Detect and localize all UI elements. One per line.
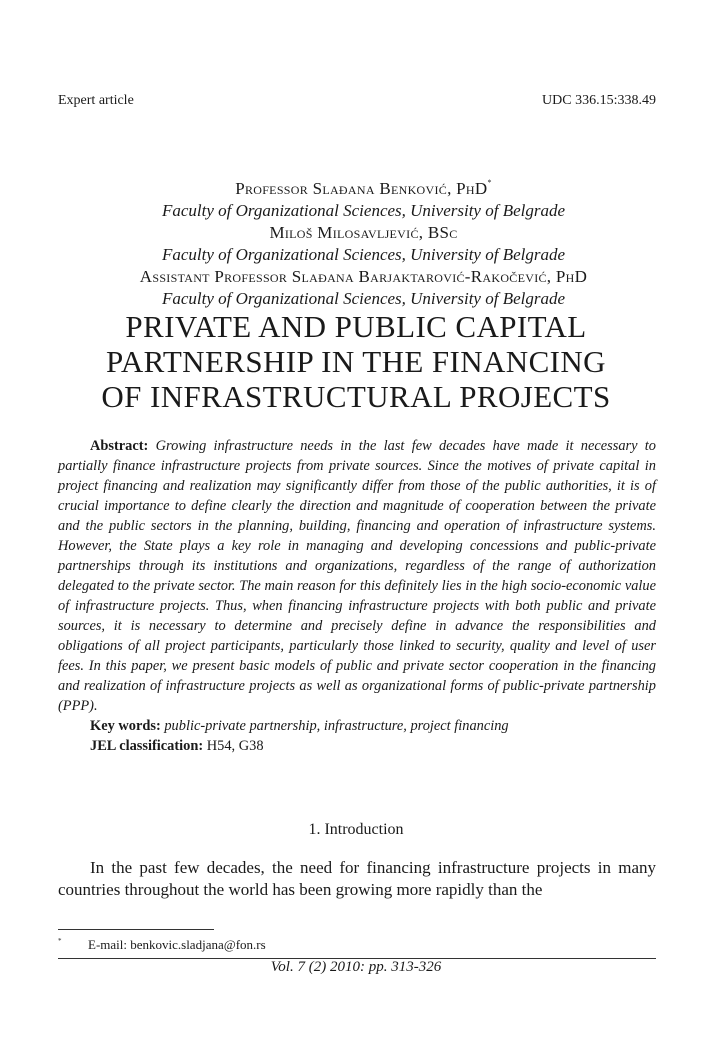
footnote-mark: * [58, 937, 62, 945]
running-header [58, 93, 656, 109]
abstract-block [58, 436, 656, 756]
abstract-label: Abstract: [90, 438, 149, 454]
udc-code: UDC 336.15:338.49 [542, 93, 656, 108]
title-line: PRIVATE AND PUBLIC CAPITAL [125, 309, 587, 344]
footnote-divider [58, 929, 214, 930]
abstract-paragraph [58, 436, 656, 716]
jel-label: JEL classification: [90, 738, 204, 754]
title-line: PARTNERSHIP IN THE FINANCING [106, 344, 606, 379]
body-paragraph: In the past few decades, the need for financing infrastructure projects in many countries throughout the world has been growing more rapidly than the [58, 858, 656, 899]
article-type: Expert article [58, 93, 134, 108]
keywords-line [58, 716, 656, 736]
author-name: Professor Slađana Benković, PhD* [235, 178, 492, 198]
author-name: Miloš Milosavljević, BSc [269, 223, 458, 242]
title-line: OF INFRASTRUCTURAL PROJECTS [101, 379, 611, 414]
jel-line [58, 736, 656, 756]
keywords-label: Key words: [90, 718, 161, 734]
abstract-text: Growing infrastructure needs in the last few decades have made it necessary to partially finance infrastructure projects from private sources. Since the motives of private capital in project financing and realization may significantly differ from those of the public authorities, it is of crucial importance to define clearly the direction and magnitude of cooperation between the private and the public sectors in the planning, building, financing and operation of infrastructure systems. However, the State plays a key role in managing and developing concessions and public-private partnerships through its institutions and organizations, regardless of the range of authorization delegated to the private sector. The main reason for this definitely lies in the high socio-economic value of infrastructure projects. Thus, when financing infrastructure projects with both public and private sources, it is necessary to determine and precisely define in advance the responsibilities and obligations of all project participants, particularly those linked to security, quality and level of user fees. In this paper, we present basic models of public and private sector cooperation in the financing and realization of infrastructure projects as well as organizational forms of public-private partnership (PPP). [58, 438, 656, 714]
author-affiliation: Faculty of Organizational Sciences, University of Belgrade [161, 245, 566, 264]
page-footer-citation: Vol. 7 (2) 2010: pp. 313-326 [270, 959, 442, 975]
footnote-marker: * [487, 178, 492, 187]
author-block [0, 172, 727, 310]
author-affiliation: Faculty of Organizational Sciences, University of Belgrade [161, 289, 566, 308]
footnote-email: E-mail: benkovic.sladjana@fon.rs [88, 937, 266, 952]
jel-value: H54, G38 [206, 738, 264, 754]
author-name: Assistant Professor Slađana Barjaktarović-Rakočević, PhD [139, 267, 588, 286]
paper-title [0, 309, 712, 414]
section-heading: 1. Introduction [308, 821, 404, 838]
footnote [58, 937, 656, 953]
author-affiliation: Faculty of Organizational Sciences, University of Belgrade [161, 201, 566, 220]
keywords-value: public-private partnership, infrastructure, project financing [164, 718, 509, 734]
